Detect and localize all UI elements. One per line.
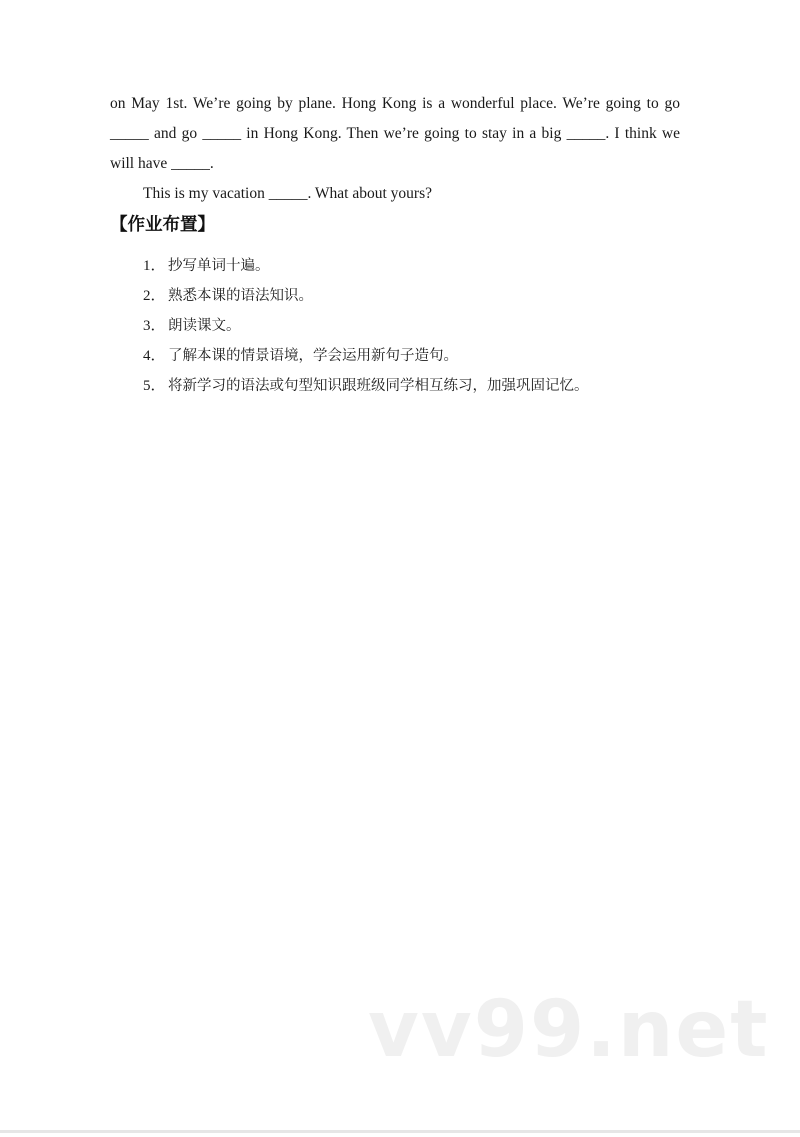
list-item	[143, 371, 589, 401]
passage-paragraph: on May 1st. We’re going by plane. Hong Kong is a wonderful place. We’re going to go _____ and go _____ in Hong Kong. Then we’re going to stay in a big _____. I think we will have _____.	[110, 95, 680, 172]
list-item	[143, 311, 589, 341]
item-number: 1．	[143, 258, 166, 274]
passage-closing-line: This is my vacation _____. What about yours?	[143, 185, 432, 202]
homework-list	[143, 251, 589, 401]
item-number: 4．	[143, 348, 166, 364]
item-number: 2．	[143, 288, 166, 304]
item-text: 将新学习的语法或句型知识跟班级同学相互练习，加强巩固记忆。	[168, 378, 589, 394]
list-item	[143, 281, 589, 311]
homework-heading: 【作业布置】	[110, 215, 215, 235]
item-number: 3．	[143, 318, 166, 334]
item-text: 熟悉本课的语法知识。	[168, 288, 313, 304]
reading-passage	[110, 89, 680, 209]
item-text: 了解本课的情景语境，学会运用新句子造句。	[168, 348, 458, 364]
item-number: 5．	[143, 378, 166, 394]
page-bottom-edge	[0, 1130, 800, 1133]
list-item	[143, 341, 589, 371]
watermark: vv99.net	[368, 985, 770, 1075]
item-text: 抄写单词十遍。	[168, 258, 270, 274]
list-item	[143, 251, 589, 281]
item-text: 朗读课文。	[168, 318, 241, 334]
